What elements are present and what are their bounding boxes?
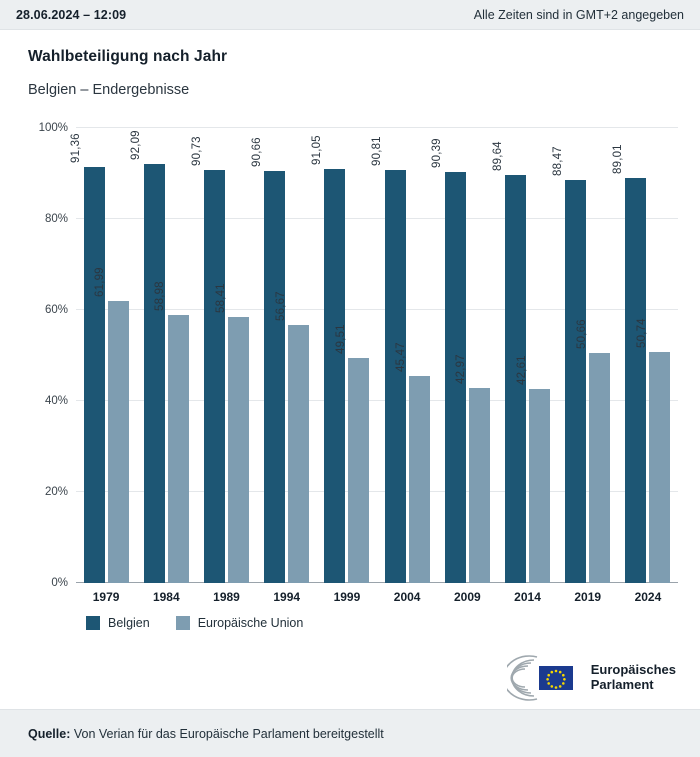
bar-value-label: 49,51	[334, 323, 347, 354]
bar[interactable]	[455, 353, 490, 584]
bar[interactable]	[371, 136, 406, 583]
bar-value-label: 89,01	[611, 144, 624, 175]
bar[interactable]	[611, 144, 646, 583]
bar[interactable]	[635, 318, 670, 583]
y-axis-tick: 80%	[44, 213, 68, 225]
bar[interactable]	[250, 136, 285, 584]
ep-logo-line1: Europäisches	[590, 662, 676, 678]
bar-value-label: 92,09	[130, 130, 143, 160]
bar[interactable]	[334, 323, 369, 583]
x-axis-tick: 1989	[213, 590, 240, 604]
y-axis-tick: 60%	[44, 304, 68, 316]
x-axis-tick: 1984	[152, 590, 180, 604]
bar-value-label: 50,66	[575, 318, 588, 349]
bar-group	[190, 128, 256, 583]
bar-value-label: 45,47	[395, 342, 408, 373]
legend-item[interactable]	[176, 616, 304, 630]
bar[interactable]	[395, 342, 430, 583]
page-title: Wahlbeteiligung nach Jahr	[28, 48, 228, 65]
footer-source	[0, 709, 700, 757]
bar-value-label: 90,73	[190, 136, 203, 167]
bar-value-label: 91,36	[70, 133, 83, 164]
y-axis-tick: 100%	[38, 122, 68, 134]
bar-value-label: 42,97	[455, 353, 468, 384]
bar-value-label: 42,61	[515, 355, 528, 386]
source-text: Von Verian für das Europäische Parlament bereitgestellt	[73, 726, 384, 741]
bar-group	[130, 128, 196, 583]
bar[interactable]	[190, 136, 225, 583]
bar[interactable]	[214, 283, 249, 583]
x-axis-tick: 2009	[453, 590, 481, 604]
x-axis-tick: 1994	[273, 590, 301, 604]
bar-value-label: 89,64	[491, 141, 504, 172]
bar-value-label: 90,81	[371, 136, 384, 166]
page-subtitle: Belgien – Endergebnisse	[28, 82, 190, 98]
bar[interactable]	[551, 146, 586, 583]
chart-header	[0, 30, 700, 98]
bar-value-label: 90,66	[250, 136, 263, 167]
bar[interactable]	[70, 133, 105, 583]
bar-group	[491, 128, 557, 583]
bar-group	[70, 128, 136, 583]
bar[interactable]	[310, 134, 345, 583]
bar-value-label: 90,39	[431, 137, 444, 168]
bar[interactable]	[94, 267, 129, 583]
bar[interactable]	[130, 130, 165, 583]
bar-value-label: 58,98	[154, 280, 167, 311]
bar[interactable]	[154, 280, 189, 583]
ep-logo-mark	[507, 655, 581, 701]
bar-value-label: 56,67	[274, 291, 287, 322]
bar-value-label: 61,99	[94, 267, 107, 297]
bar-groups	[70, 128, 678, 583]
x-axis-tick: 1979	[92, 590, 120, 604]
bar-group	[431, 128, 497, 583]
bar-value-label: 91,05	[310, 134, 323, 165]
bar-group	[250, 128, 317, 583]
bar-group	[611, 128, 678, 583]
y-axis-tick: 0%	[51, 577, 68, 589]
top-status-bar	[0, 0, 700, 30]
chart-area	[28, 120, 686, 604]
x-axis-tick: 2004	[393, 590, 421, 604]
bar-group	[551, 128, 618, 583]
legend-label: Belgien	[108, 616, 150, 630]
bar[interactable]	[515, 355, 550, 583]
bar-value-label: 50,74	[635, 318, 648, 349]
bar[interactable]	[575, 318, 610, 584]
x-axis-ticks	[76, 590, 678, 604]
x-axis-tick: 2019	[574, 590, 602, 604]
legend-item[interactable]	[86, 616, 150, 630]
chart-plot	[38, 122, 678, 589]
ep-logo-text	[591, 663, 676, 693]
bar-value-label: 58,41	[214, 283, 227, 314]
source-label: Quelle:	[28, 726, 71, 741]
timestamp-label: 28.06.2024 – 12:09	[16, 7, 127, 22]
legend-label: Europäische Union	[197, 616, 304, 630]
y-axis-tick: 40%	[44, 395, 68, 407]
chart-legend	[86, 616, 700, 630]
x-axis-tick: 1999	[333, 590, 361, 604]
ep-logo	[507, 655, 676, 701]
timezone-note: Alle Zeiten sind in GMT+2 angegeben	[473, 7, 684, 22]
legend-swatch	[176, 616, 190, 630]
bar-group	[371, 128, 437, 583]
bar[interactable]	[274, 291, 309, 583]
bar-group	[310, 128, 377, 583]
y-axis-tick: 20%	[44, 486, 68, 498]
bar-value-label: 88,47	[551, 146, 564, 177]
x-axis-tick: 2024	[634, 590, 662, 604]
legend-swatch	[86, 616, 100, 630]
ep-logo-line2: Parlament	[590, 677, 654, 692]
x-axis-tick: 2014	[514, 590, 541, 604]
